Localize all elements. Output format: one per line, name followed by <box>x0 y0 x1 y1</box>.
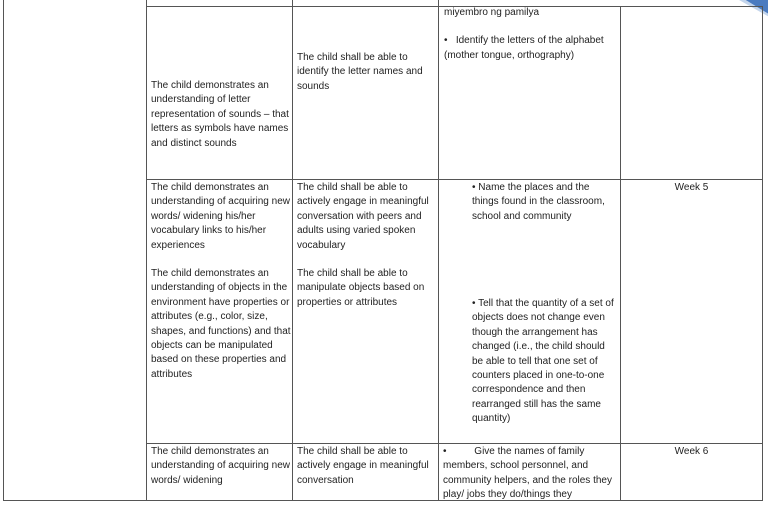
week-cell <box>621 181 762 195</box>
competencies-cell <box>472 181 618 224</box>
content-standard-cell <box>151 445 291 488</box>
performance-standard-cell <box>297 51 435 94</box>
competency-text: miyembro ng pamilya <box>444 7 540 18</box>
week-cell <box>621 445 762 459</box>
competencies-cell <box>472 297 618 427</box>
performance-standard-text: The child shall be able to identify the letter names and sounds <box>297 52 423 92</box>
column-divider <box>146 0 147 501</box>
competencies-cell <box>444 6 616 63</box>
content-standard-cell <box>151 79 289 151</box>
table-right-border <box>762 6 763 501</box>
table-bottom-border <box>3 500 763 501</box>
performance-standard-cell <box>297 445 437 488</box>
column-divider <box>438 0 439 501</box>
performance-standard-cell <box>297 181 437 310</box>
performance-standard-text: The child shall be able to manipulate objects based on properties or attributes <box>297 268 425 308</box>
row-divider <box>146 179 763 180</box>
competency-bullet: • Give the names of family members, school personnel, and community helpers, and the roles they play/ jobs they do/things they <box>443 446 615 501</box>
competency-bullet: • Name the places and the things found in the classroom, school and community <box>472 182 605 222</box>
content-standard-text: The child demonstrates an understanding of letter representation of sounds – that letters as symbols have names and distinct sounds <box>151 80 289 149</box>
competency-bullet: • Identify the letters of the alphabet (mother tongue, orthography) <box>444 35 607 61</box>
week-label: Week 5 <box>674 182 709 193</box>
row-divider <box>146 443 763 444</box>
column-divider <box>620 6 621 501</box>
competency-bullet: • Tell that the quantity of a set of objects does not change even though the arrangement has changed (i.e., the child should be able to tell that one set of counters placed in one-to-one correspondence and then rearranged still has the same quantity) <box>472 298 614 425</box>
performance-standard-text: The child shall be able to actively engage in meaningful conversation with peers and adults using varied spoken vocabulary <box>297 182 429 251</box>
table-left-border <box>3 0 4 501</box>
column-divider <box>292 0 293 501</box>
content-standard-text: The child demonstrates an understanding of acquiring new words/ widening his/her vocabulary links to his/her experiences <box>151 182 290 251</box>
content-standard-text: The child demonstrates an understanding of acquiring new words/ widening <box>151 446 290 486</box>
week-label: Week 6 <box>674 446 709 457</box>
competencies-cell <box>443 445 620 503</box>
content-standard-cell <box>151 181 291 382</box>
content-standard-text: The child demonstrates an understanding of objects in the environment have properties or attributes (e.g., color, size, shapes, and functions) and that objects can be manipulated based on these properties and attributes <box>151 268 291 380</box>
performance-standard-text: The child shall be able to actively engage in meaningful conversation <box>297 446 429 486</box>
